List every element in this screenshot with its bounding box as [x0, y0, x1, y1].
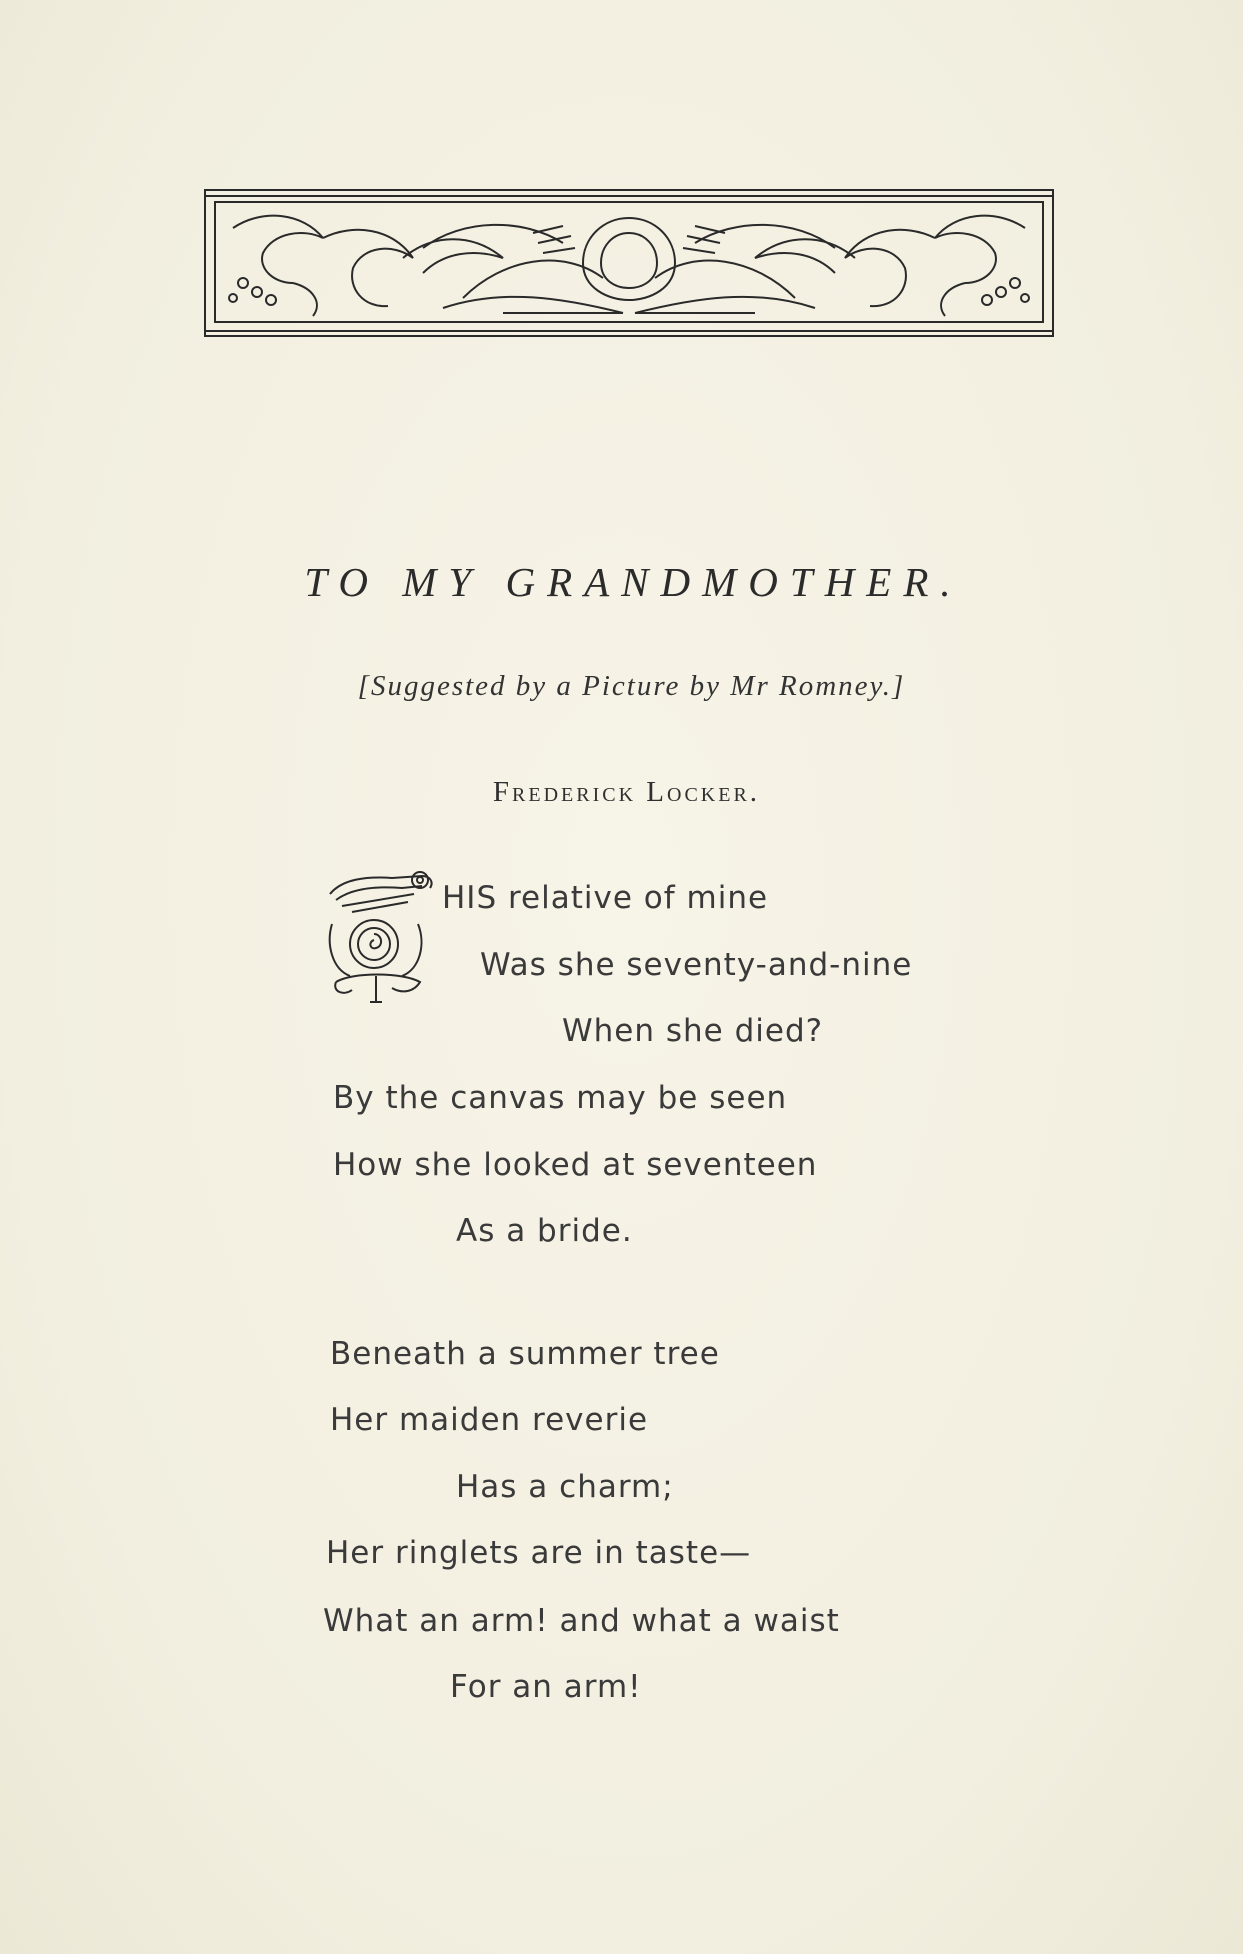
stanza1-line6: As a bride. [456, 1213, 633, 1249]
poem-subtitle: [Suggested by a Picture by Mr Romney.] [357, 670, 906, 702]
stanza2-line2: Her maiden reverie [330, 1402, 649, 1438]
stanza1-line2: Was she seventy-and-nine [480, 947, 913, 983]
stanza2-line4: Her ringlets are in taste— [326, 1535, 752, 1571]
stanza2-line1: Beneath a summer tree [330, 1336, 720, 1372]
stanza2-line3: Has a charm; [456, 1469, 674, 1505]
stanza1-line4: By the canvas may be seen [333, 1080, 788, 1116]
stanza2-line5: What an arm! and what a waist [323, 1603, 840, 1639]
poem-author: Frederick Locker. [492, 776, 761, 808]
poem-title: TO MY GRANDMOTHER. [304, 559, 963, 605]
decorative-dropcap-icon [322, 864, 438, 1004]
stanza2-line6: For an arm! [450, 1669, 642, 1705]
stanza1-line1: HIS relative of mine [442, 880, 769, 916]
ornamental-headpiece-icon [203, 188, 1055, 338]
stanza1-line5: How she looked at seventeen [333, 1147, 818, 1183]
stanza1-line3: When she died? [562, 1013, 824, 1049]
